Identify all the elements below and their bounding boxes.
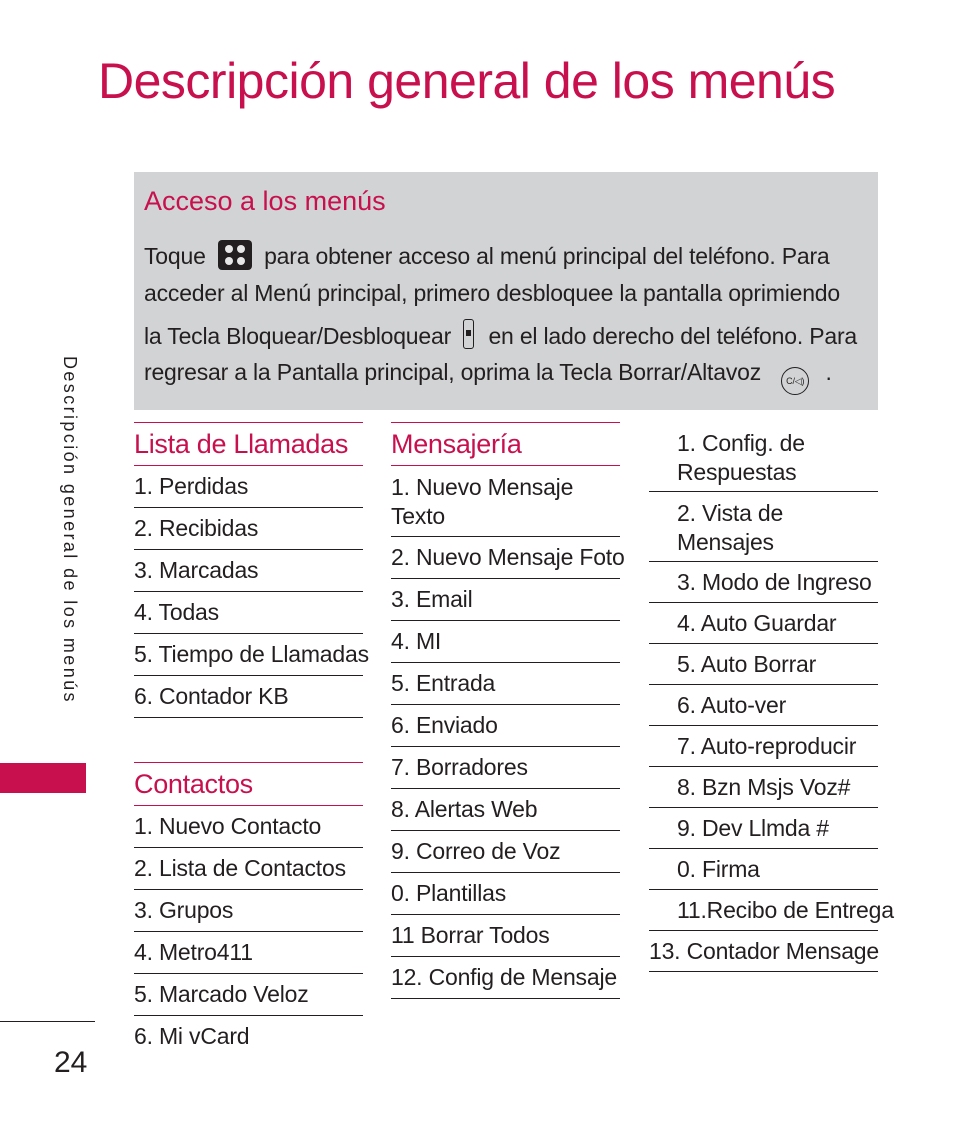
messaging-section [391, 422, 625, 999]
access-text: para obtener acceso al menú principal del teléfono. Para [264, 243, 830, 269]
list-item: 3. Marcadas [134, 550, 363, 592]
list-item: 6. Mi vCard [134, 1023, 250, 1049]
list-item: 3. Modo de Ingreso [649, 562, 878, 603]
access-text: en el lado derecho del teléfono. Para [488, 323, 857, 349]
list-item: 7. Borradores [391, 747, 620, 789]
footer-rule [0, 1021, 95, 1022]
message-settings-list [649, 422, 894, 972]
list-item: 7. Auto-reproducir [649, 726, 878, 767]
call-list-section [134, 422, 369, 718]
list-item: 6. Contador KB [134, 676, 363, 718]
list-item: 3. Grupos [134, 890, 363, 932]
list-item-label: 1. Config. de Respuestas [677, 430, 805, 485]
access-heading: Acceso a los menús [144, 186, 386, 216]
contacts-section [134, 762, 363, 1057]
list-item: 2. Recibidas [134, 508, 363, 550]
access-menus-box [134, 172, 878, 410]
contacts-title: Contactos [134, 762, 363, 806]
list-item: 1. Perdidas [134, 466, 363, 508]
access-text: la Tecla Bloquear/Desbloquear [144, 323, 452, 349]
list-item [649, 492, 878, 562]
list-item: 3. Email [391, 579, 620, 621]
list-item: 11.Recibo de Entrega [649, 890, 878, 931]
list-item: 13. Contador Mensage [649, 931, 878, 972]
page-number: 24 [54, 1046, 88, 1079]
list-item: 4. Metro411 [134, 932, 363, 974]
list-item [391, 466, 620, 537]
list-item: 5. Entrada [391, 663, 620, 705]
list-item: 4. Todas [134, 592, 363, 634]
access-text: Toque [144, 243, 206, 269]
messaging-list [391, 466, 625, 999]
list-item: 9. Correo de Voz [391, 831, 620, 873]
list-item: 4. MI [391, 621, 620, 663]
list-item: 9. Dev Llmda # [649, 808, 878, 849]
message-settings-section [649, 422, 894, 972]
menu-grid-icon [218, 240, 252, 270]
list-item: 5. Tiempo de Llamadas [134, 634, 363, 676]
list-item: 5. Marcado Veloz [134, 974, 363, 1016]
list-item: 0. Plantillas [391, 873, 620, 915]
lock-key-icon [463, 319, 474, 349]
list-item-label: 1. Nuevo Mensaje Texto [391, 474, 574, 529]
list-item: 6. Auto-ver [649, 685, 878, 726]
access-text: . [825, 359, 832, 385]
messaging-title: Mensajería [391, 422, 620, 466]
list-item: 8. Alertas Web [391, 789, 620, 831]
call-list-title: Lista de Llamadas [134, 422, 363, 466]
access-line-1 [144, 240, 830, 270]
list-item: 1. Nuevo Contacto [134, 806, 363, 848]
list-item: 0. Firma [649, 849, 878, 890]
side-section-label: Descripción general de los menús [60, 356, 80, 704]
clear-speaker-key-icon: C/◁) [781, 367, 809, 395]
list-item: 5. Auto Borrar [649, 644, 878, 685]
list-item: 8. Bzn Msjs Voz# [649, 767, 878, 808]
list-item: 12. Config de Mensaje [391, 957, 620, 999]
list-item: 11 Borrar Todos [391, 915, 620, 957]
list-item: 2. Lista de Contactos [134, 848, 363, 890]
contacts-list [134, 806, 363, 1057]
list-item: 2. Nuevo Mensaje Foto [391, 537, 620, 579]
access-line-3 [144, 319, 857, 350]
call-list [134, 466, 369, 718]
access-line-2: acceder al Menú principal, primero desbloquee la pantalla oprimiendo [144, 280, 840, 306]
side-tab-marker [0, 763, 86, 793]
access-text: regresar a la Pantalla principal, oprima la Tecla Borrar/Altavoz [144, 359, 762, 385]
list-item: 6. Enviado [391, 705, 620, 747]
list-item [649, 422, 878, 492]
list-item: 4. Auto Guardar [649, 603, 878, 644]
access-line-4 [144, 359, 832, 395]
list-item-label: 2. Vista de Mensajes [677, 500, 784, 555]
page-title: Descripción general de los menús [98, 53, 836, 109]
